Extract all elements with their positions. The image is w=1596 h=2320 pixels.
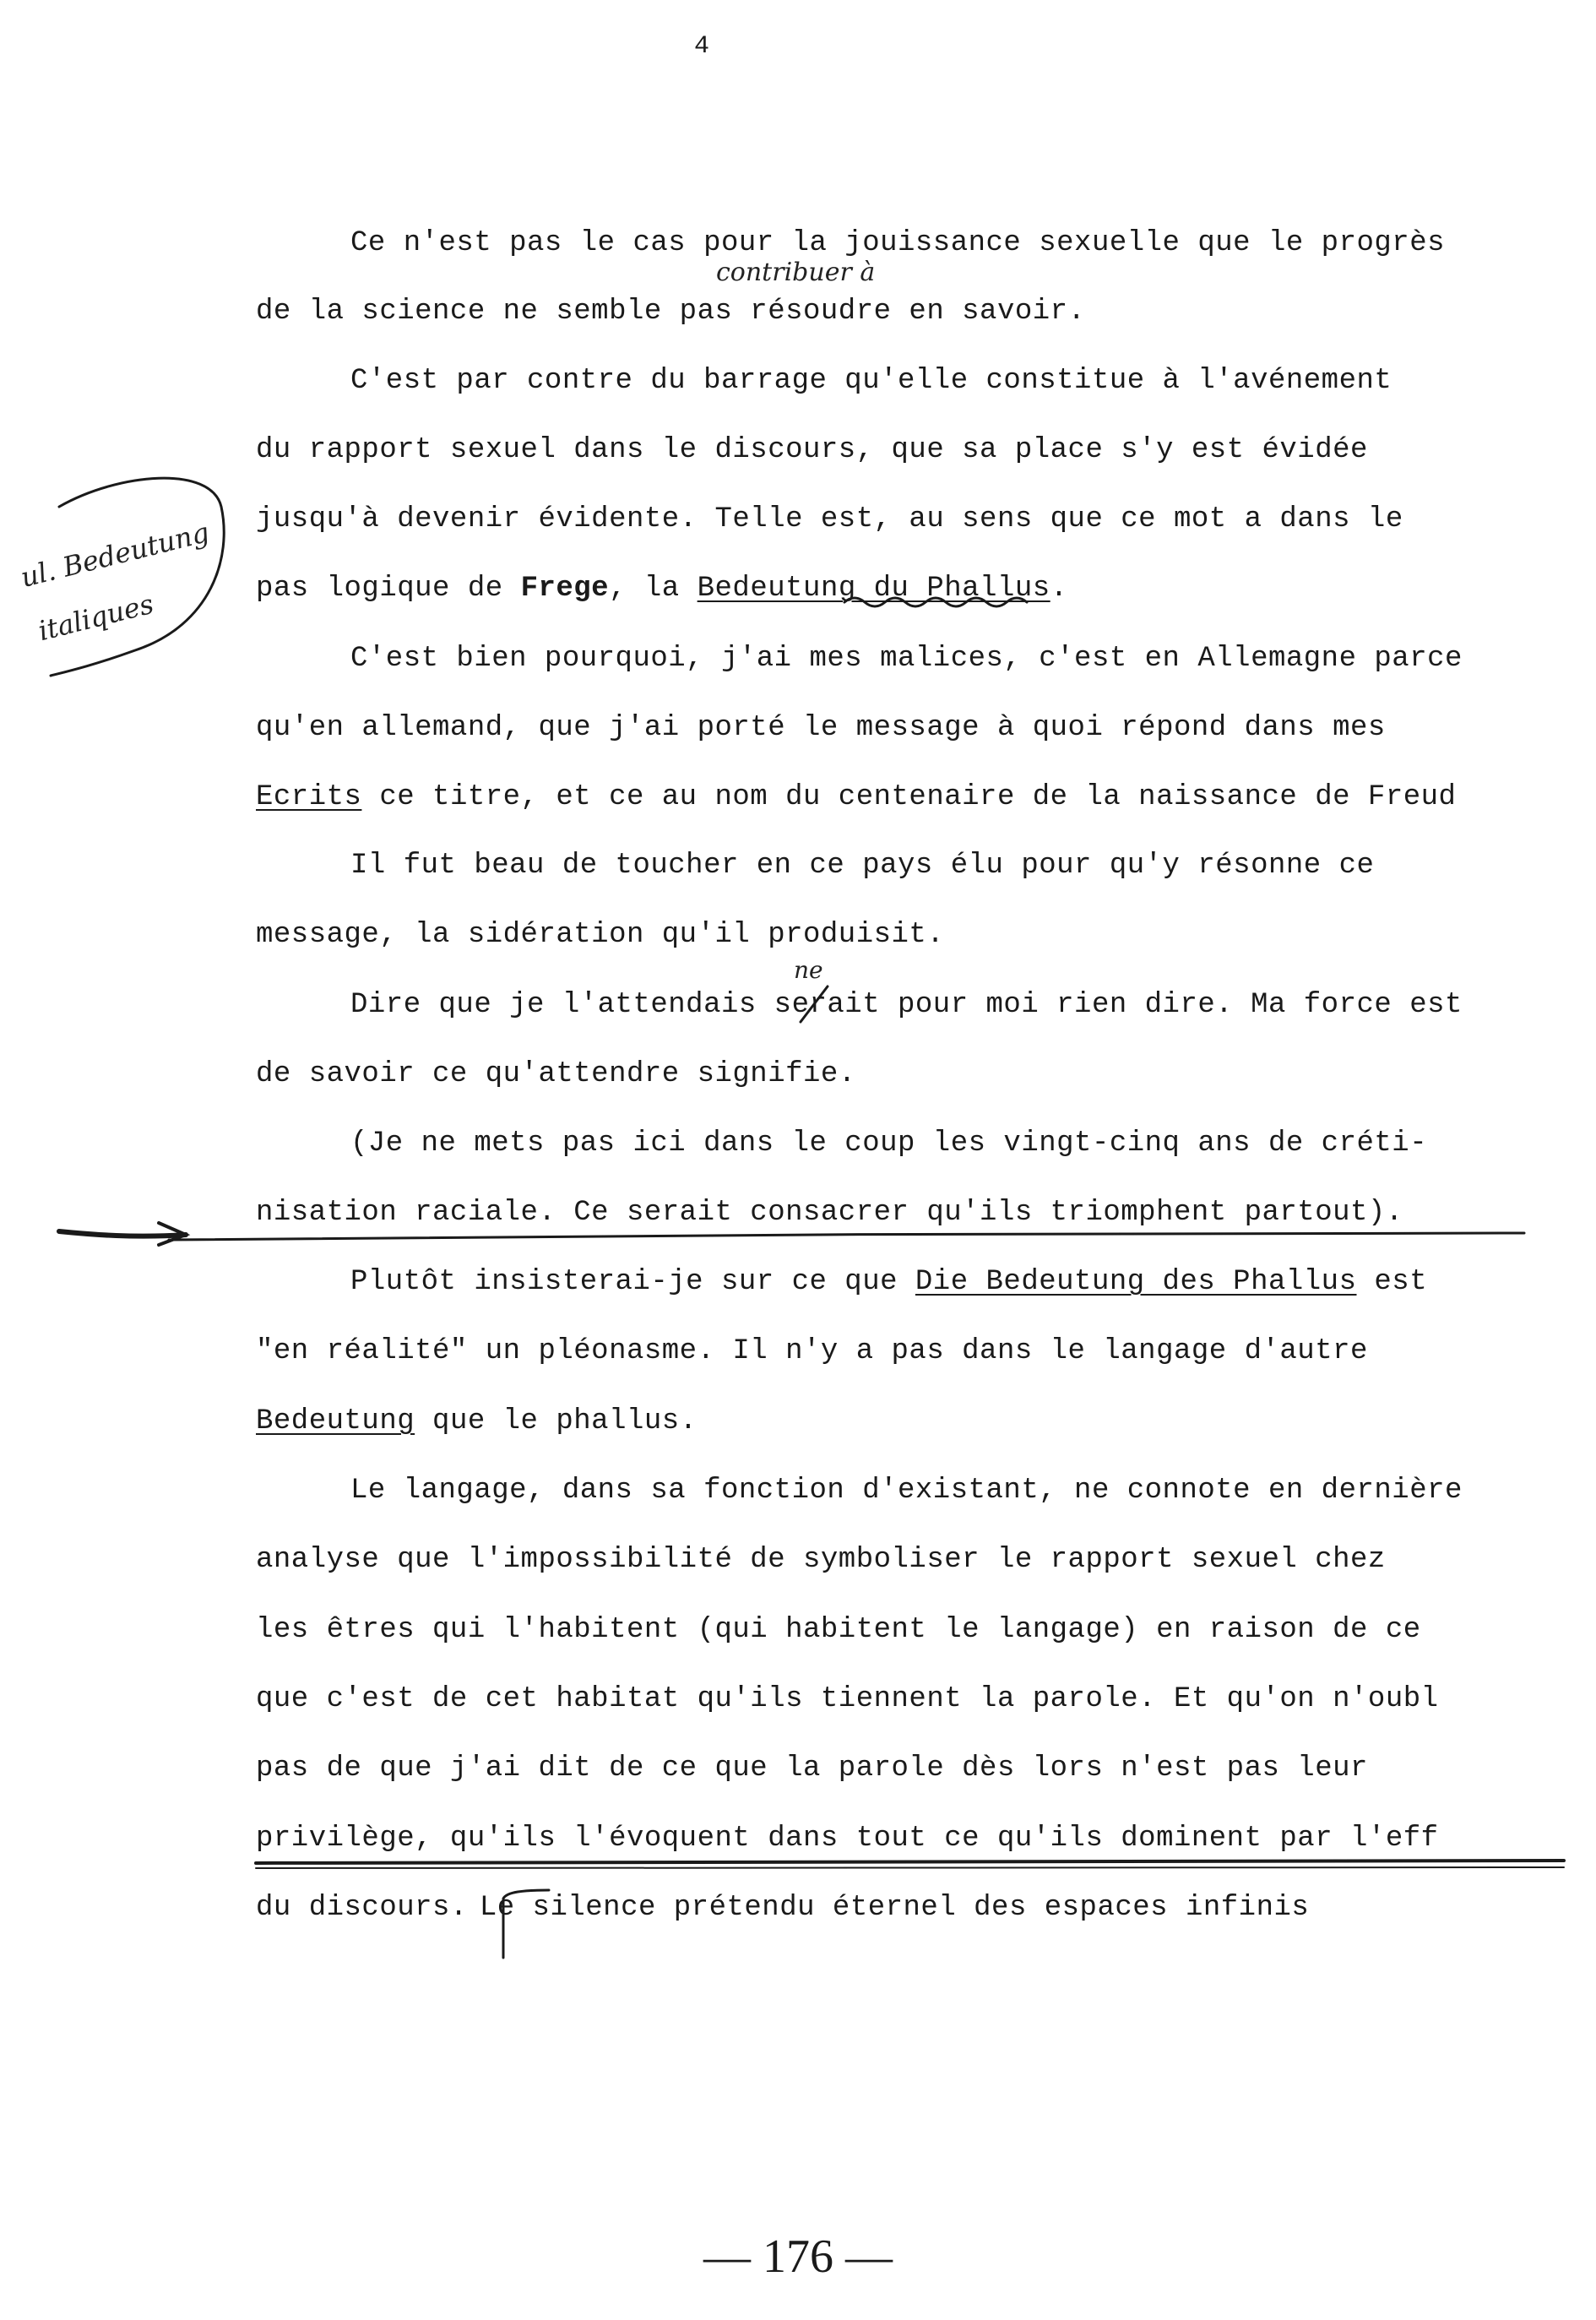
text-line-2: de la science ne semble pas résoudre en savoir. <box>256 296 1086 328</box>
interlinear-ne: ne <box>794 956 823 984</box>
text-line-5: jusqu'à devenir évidente. Telle est, au sens que ce mot a dans le <box>256 503 1403 535</box>
text-line-21: les êtres qui l'habitent (qui habitent le langage) en raison de ce <box>256 1614 1421 1646</box>
text-line-14: (Je ne mets pas ici dans le coup les vingt-cinq ans de créti- <box>350 1127 1428 1160</box>
text-line-7: C'est bien pourquoi, j'ai mes malices, c'est en Allemagne parce <box>350 643 1463 675</box>
text-line-16: Plutôt insisterai-je sur ce que Die Bedeutung des Phallus est <box>350 1266 1428 1298</box>
text-line-10: Il fut beau de toucher en ce pays élu pour qu'y résonne ce <box>350 850 1375 882</box>
text-line-3: C'est par contre du barrage qu'elle constitue à l'avénement <box>350 365 1392 397</box>
text-line-17: "en réalité" un pléonasme. Il n'y a pas dans le langage d'autre <box>256 1335 1368 1367</box>
text-line-12: Dire que je l'attendais serait pour moi rien dire. Ma force est <box>350 989 1463 1021</box>
underline-line-24b <box>256 1867 1564 1868</box>
text-line-20: analyse que l'impossibilité de symboliser le rapport sexuel chez <box>256 1544 1386 1576</box>
text-line-4: du rapport sexuel dans le discours, que sa place s'y est évidée <box>256 434 1368 466</box>
page-folio: — 176 — <box>703 2230 893 2283</box>
text-line-24: privilège, qu'ils l'évoquent dans tout ce qu'ils dominent par l'eff <box>256 1823 1439 1855</box>
page-number: 4 <box>694 32 710 61</box>
margin-note-line1: ul. Bedeutung <box>17 515 213 595</box>
underline-line-24a <box>256 1861 1564 1863</box>
margin-arrow <box>59 1231 186 1236</box>
margin-arrowhead <box>159 1223 186 1245</box>
text-line-13: de savoir ce qu'attendre signifie. <box>256 1058 856 1090</box>
interlinear-contribuer: contribuer à <box>716 258 876 287</box>
text-line-8: qu'en allemand, que j'ai porté le message à quoi répond dans mes <box>256 712 1386 744</box>
text-line-9: Ecrits ce titre, et ce au nom du centenaire de la naissance de Freud <box>256 781 1457 813</box>
text-line-18: Bedeutung que le phallus. <box>256 1405 698 1437</box>
margin-note-line2: italiques <box>35 587 157 648</box>
text-line-1: Ce n'est pas le cas pour la jouissance sexuelle que le progrès <box>350 227 1446 259</box>
text-line-6: pas logique de Frege, la Bedeutung du Phallus. <box>256 573 1068 605</box>
text-line-15: nisation raciale. Ce serait consacrer qu'ils triomphent partout). <box>256 1197 1403 1229</box>
text-line-22: que c'est de cet habitat qu'ils tiennent la parole. Et qu'on n'oubl <box>256 1683 1439 1715</box>
text-line-19: Le langage, dans sa fonction d'existant, ne connote en dernière <box>350 1475 1463 1507</box>
text-line-11: message, la sidération qu'il produisit. <box>256 919 945 951</box>
text-line-23: pas de que j'ai dit de ce que la parole dès lors n'est pas leur <box>256 1752 1368 1785</box>
underline-line-15 <box>169 1233 1524 1240</box>
text-line-25: du discours. Le silence prétendu éternel des espaces infinis <box>256 1892 1310 1924</box>
